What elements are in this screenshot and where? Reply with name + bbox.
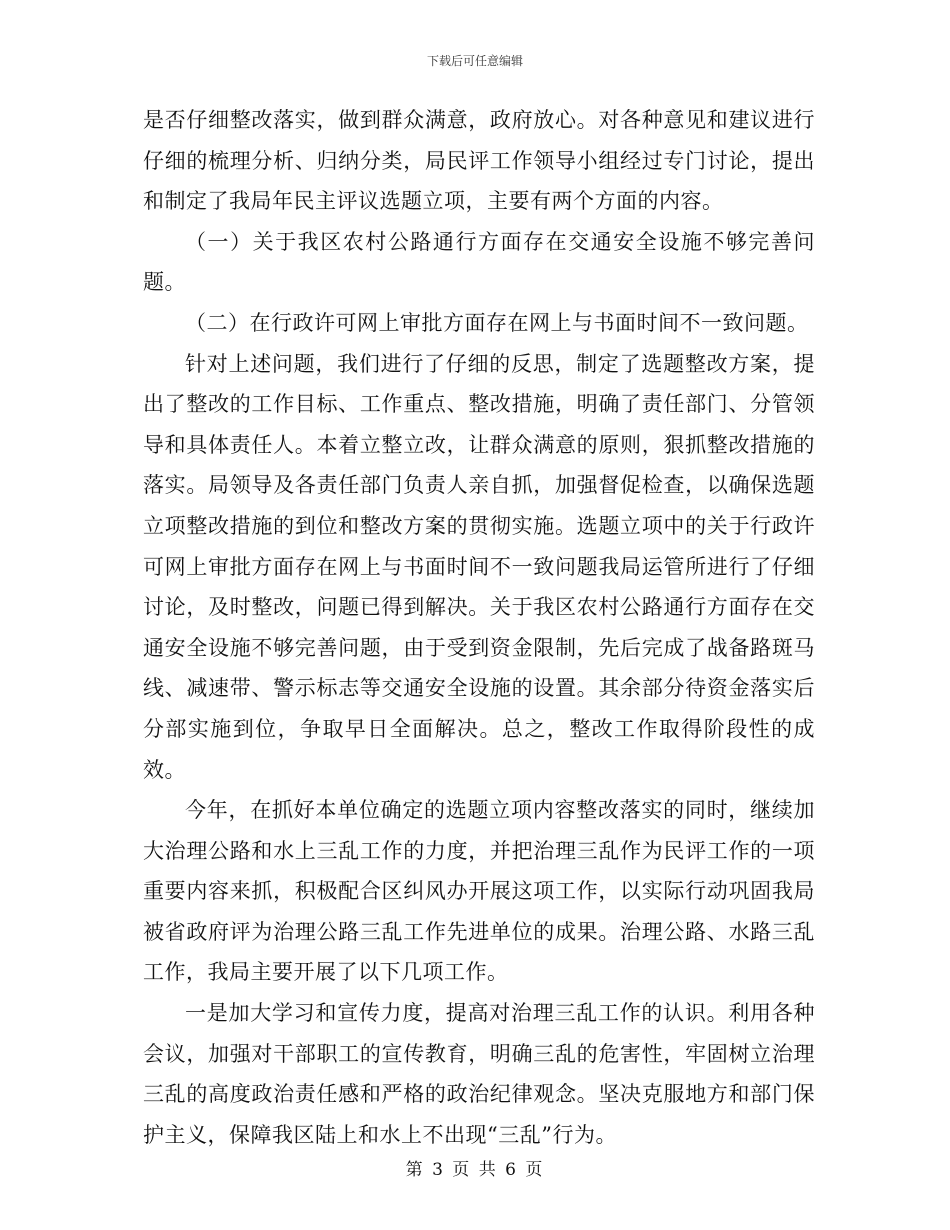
paragraph-rectification: 针对上述问题，我们进行了仔细的反思，制定了选题整改方案，提出了整改的工作目标、工作重点、整改措施，明确了责任部门、分管领导和具体责任人。本着立整立改，让群众满意的原则，狠抓整改措施的落实。局领导及各责任部门负责人亲自抓，加强督促检查，以确保选题立项整改措施的到位和整改方案的贯彻实施。选题立项中的关于行政许可网上审批方面存在网上与书面时间不一致问题我局运管所进行了仔细讨论，及时整改，问题已得到解决。关于我区农村公路通行方面存在交通安全设施不够完善问题，由于受到资金限制，先后完成了战备路斑马线、减速带、警示标志等交通安全设施的设置。其余部分待资金落实后分部实施到位，争取早日全面解决。总之，整改工作取得阶段性的成效。 [143,351,815,782]
document-body [143,100,815,1155]
paragraph-item-one: （一）关于我区农村公路通行方面存在交通安全设施不够完善问题。 [143,229,815,295]
paragraph-continuation: 是否仔细整改落实，做到群众满意，政府放心。对各种意见和建议进行仔细的梳理分析、归纳分类，局民评工作领导小组经过专门讨论，提出和制定了我局年民主评议选题立项，主要有两个方面的内容。 [143,108,815,214]
paragraph-point-one: 一是加大学习和宣传力度，提高对治理三乱工作的认识。利用各种会议，加强对干部职工的宣传教育，明确三乱的危害性，牢固树立治理三乱的高度政治责任感和严格的政治纪律观念。坚决克服地方和部门保护主义，保障我区陆上和水上不出现“三乱”行为。 [143,1001,815,1147]
page-number-footer: 第 3 页 共 6 页 [405,1160,545,1180]
paragraph-item-two: （二）在行政许可网上审批方面存在网上与书面时间不一致问题。 [185,310,809,335]
page-header: 下载后可任意编辑 [426,54,523,68]
paragraph-this-year: 今年，在抓好本单位确定的选题立项内容整改落实的同时，继续加大治理公路和水上三乱工作的力度，并把治理三乱作为民评工作的一项重要内容来抓，积极配合区纠风办开展这项工作，以实际行动巩固我局被省政府评为治理公路三乱工作先进单位的成果。治理公路、水路三乱工作，我局主要开展了以下几项工作。 [143,798,815,985]
